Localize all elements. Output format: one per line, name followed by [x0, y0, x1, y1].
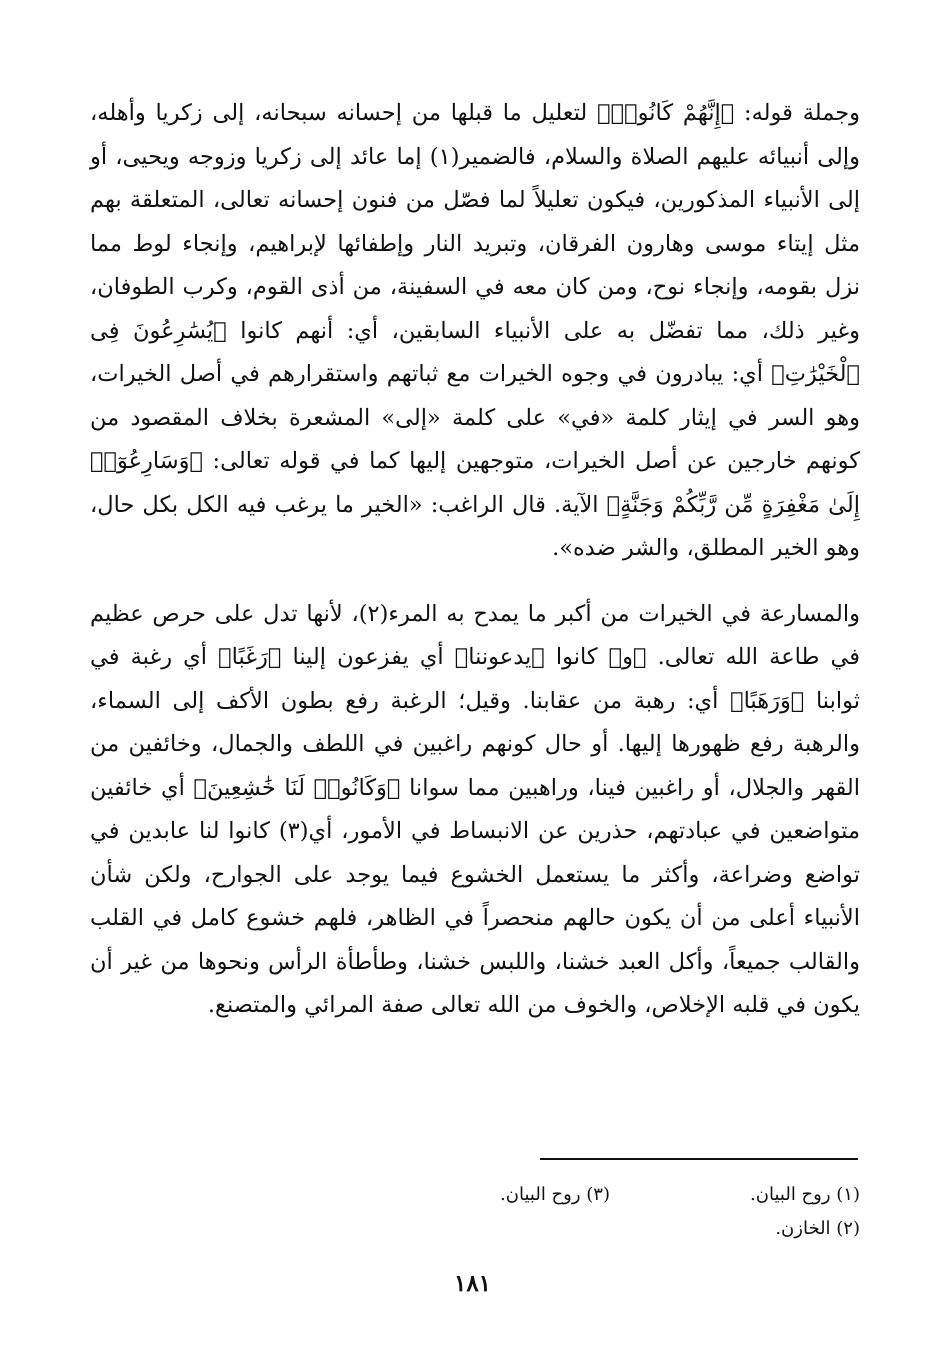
footnotes-row-1 [300, 1178, 860, 1212]
page-number: ١٨١ [453, 1270, 492, 1297]
footnotes-row-2 [300, 1212, 860, 1246]
paragraph-1: وجملة قوله: ﴿إِنَّهُمْ كَانُوا۟﴾ لتعليل ما قبلها من إحسانه سبحانه، إلى زكريا وأهله، وإلى أنبيائه عليهم الصلاة والسلام، فالضمير(١) إما عائد إلى زكريا وزوجه ويحيى، أو إلى الأنبياء المذكورين، فيكون تعليلاً لما فصّل من فنون إحسانه تعالى، المتعلقة بهم مثل إيتاء موسى وهارون الفرقان، وتبريد النار وإطفائها لإبراهيم، وإنجاء لوط مما نزل بقومه، وإنجاء نوح، ومن كان معه في السفينة، من أذى القوم، وكرب الطوفان، وغير ذلك، مما تفضّل به على الأنبياء السابقين، أي: أنهم كانوا ﴿يُسَٰرِعُونَ فِى ٱلْخَيْرَٰتِ﴾ أي: يبادرون في وجوه الخيرات مع ثباتهم واستقرارهم في أصل الخيرات، وهو السر في إيثار كلمة «في» على كلمة «إلى» المشعرة بخلاف المقصود من كونهم خارجين عن أصل الخيرات، متوجهين إليها كما في قوله تعالى: ﴿وَسَارِعُوٓا۟ إِلَىٰ مَغْفِرَةٍ مِّن رَّبِّكُمْ وَجَنَّةٍ﴾ الآية. قال الراغب: «الخير ما يرغب فيه الكل بكل حال، وهو الخير المطلق، والشر ضده». [90, 100, 861, 561]
footnote-2: (٢) الخازن. [775, 1218, 860, 1239]
footnotes [300, 1178, 860, 1246]
paragraph-2: والمسارعة في الخيرات من أكبر ما يمدح به المرء(٢)، لأنها تدل على حرص عظيم في طاعة الله تعالى. ﴿و﴾ كانوا ﴿يدعوننا﴾ أي يفزعون إلينا ﴿رَغَبًا﴾ أي رغبة في ثوابنا ﴿وَرَهَبًا﴾ أي: رهبة من عقابنا. وقيل؛ الرغبة رفع بطون الأكف إلى السماء، والرهبة رفع ظهورها إليها. أو حال كونهم راغبين في اللطف والجمال، وخائفين من القهر والجلال، أو راغبين فينا، وراهبين مما سوانا ﴿وَكَانُوا۟ لَنَا خَٰشِعِينَ﴾ أي خائفين متواضعين في عبادتهم، حذرين عن الانبساط في الأمور، أي(٣) كانوا لنا عابدين في تواضع وضراعة، وأكثر ما يستعمل الخشوع فيما يوجد على الجوارح، ولكن شأن الأنبياء أعلى من أن يكون حالهم منحصراً في الظاهر، فلهم خشوع كامل في القلب والقالب جميعاً، وأكل العبد خشنا، واللبس خشنا، وطأطأة الرأس ونحوها من غير أن يكون في قلبه الإخلاص، والخوف من الله تعالى صفة المرائي والمتصنع. [90, 600, 861, 1018]
page-body [90, 92, 860, 1028]
footnote-3: (٣) روح البيان. [500, 1184, 610, 1205]
footnote-1: (١) روح البيان. [750, 1184, 860, 1205]
footnote-divider [540, 1158, 858, 1160]
